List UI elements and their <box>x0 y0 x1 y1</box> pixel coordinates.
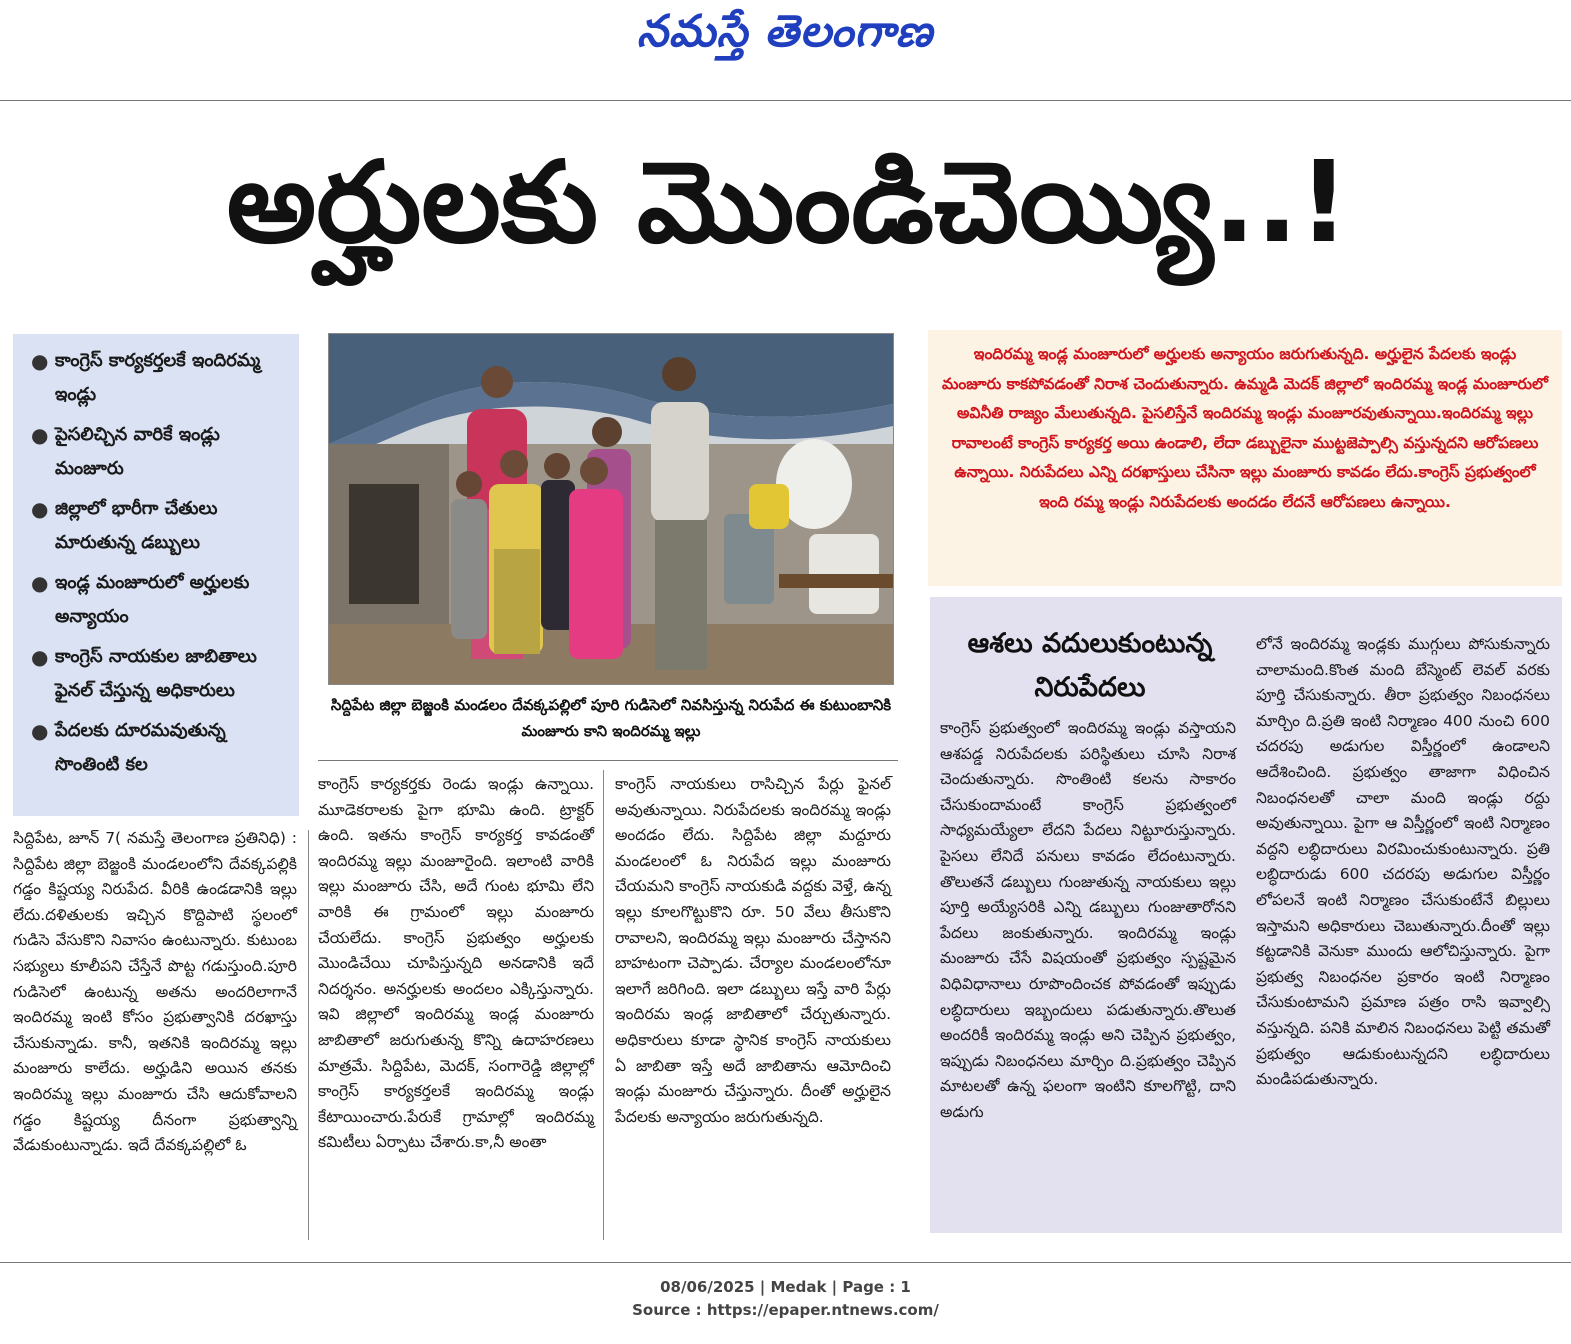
highlight-text: ఇండ్ల మంజూరులో అర్హులకు అన్యాయం <box>55 572 250 627</box>
highlight-text: పైసలిచ్చిన వారికే ఇండ్లు మంజూరు <box>55 424 220 479</box>
caption-divider <box>318 760 898 761</box>
sidebar-title: ఆశలు వదులుకుంటున్న నిరుపేదలు <box>967 628 1213 703</box>
article-column-1: సిద్దిపేట, జూన్ 7( నమస్తే తెలంగాణ ప్రతినిధి) : సిద్దిపేట జిల్లా బెజ్జంకి మండలంలోని దేవక్కపల్లికి గడ్డం కిష్టయ్య నిరుపేద. వీరికి ఉండడానికి ఇల్లు లేదు.దళితులకు ఇచ్చిన కొద్దిపాటి స్థలంలో గుడిసె వేసుకొని నివాసం ఉంటున్నారు. కుటుంబ సభ్యులు కూలీపని చేస్తేనే పొట్ట గడుస్తుంది.పూరి గుడిసెలో ఉంటున్న అతను అందరిలాగానే ఇందిరమ్మ ఇంటి కోసం ప్రభుత్వానికి దరఖాస్తు చేసుకున్నాడు. కానీ, ఇతనికి ఇందిరమ్మ ఇల్లు మంజూరు కాలేదు. అర్హుడిని అయిన తనకు ఇందిరమ్మ ఇల్లు మంజూరు చేసి ఆదుకోవాలని గడ్డం కిష్టయ్య దీనంగా ప్రభుత్వాన్ని వేడుకుంటున్నాడు. ఇదే దేవక్కపల్లిలో ఓ <box>13 829 297 1155</box>
summary-box: ఇందిరమ్మ ఇండ్ల మంజూరులో అర్హులకు అన్యాయం జరుగుతున్నది. అర్హులైన పేదలకు ఇండ్లు మంజూరు కాకపోవడంతో నిరాశ చెందుతున్నారు. ఉమ్మడి మెదక్ జిల్లాలో ఇందిరమ్మ ఇండ్ల మంజూరులో అవినీతి రాజ్యం మేలుతున్నది. పైసలిస్తేనే ఇందిరమ్మ ఇండ్లు మంజూరవుతున్నాయి.ఇందిరమ్మ ఇల్లు రావాలంటే కాంగ్రెస్ కార్యకర్త అయి ఉండాలి, లేదా డబ్బులైనా ముట్టజెప్పాల్సి వస్తున్నదని ఆరోపణలు ఉన్నాయి. నిరుపేదలు ఎన్ని దరఖాస్తులు చేసినా ఇల్లు మంజూరు కావడం లేదు.కాంగ్రెస్ ప్రభుత్వంలో ఇంది రమ్మ ఇండ్లు నిరుపేదలకు అందడం లేదనే ఆరోపణలు ఉన్నాయి. <box>928 330 1562 586</box>
highlight-text: పేదలకు దూరమవుతున్న సొంతింటి కల <box>55 720 226 775</box>
article-column-2: కాంగ్రెస్ కార్యకర్తకు రెండు ఇండ్లు ఉన్నాయి. మూడెకరాలకు పైగా భూమి ఉంది. ట్రాక్టర్ ఉంది. ఇతను కాంగ్రెస్ కార్యకర్త కావడంతో ఇందిరమ్మ ఇల్లు మంజూరైంది. ఇలాంటి వారికి ఇల్లు మంజూరు చేసి, అదే గుంట భూమి లేని వారికి ఈ గ్రామంలో ఇల్లు మంజూరు చేయలేదు. కాంగ్రెస్ ప్రభుత్వం అర్హులకు మొండిచేయి చూపిస్తున్నది అనడానికి ఇదే నిదర్శనం. అనర్హులకు అందలం ఎక్కిస్తున్నారు. ఇవి జిల్లాలో ఇందిరమ్మ ఇండ్ల మంజూరు జాబితాలో జరుగుతున్న కొన్ని ఉదాహరణలు మాత్రమే. సిద్దిపేట, మెదక్, సంగారెడ్డి జిల్లాల్లో కాంగ్రెస్ కార్యకర్తలకే ఇందిరమ్మ ఇండ్లు కేటాయించారు.పేరుకే గ్రామాల్లో ఇందిరమ్మ కమిటీలు ఏర్పాటు చేశారు.కా,నీ అంతా <box>318 775 594 1152</box>
bullet-icon: ● <box>31 349 49 373</box>
news-photo <box>328 333 894 685</box>
article-column-3: కాంగ్రెస్ నాయకులు రాసిచ్చిన పేర్లు ఫైనల్ అవుతున్నాయి. నిరుపేదలకు ఇందిరమ్మ ఇండ్లు అందడం లేదు. సిద్దిపేట జిల్లా మద్దూరు మండలంలో ఓ నిరుపేద ఇల్లు మంజూరు చేయమని కాంగ్రెస్ నాయకుడి వద్దకు వెళ్తే, ఉన్న ఇల్లు కూలగొట్టుకొని రూ. 50 వేలు తీసుకొని రావాలని, ఇందిరమ్మ ఇల్లు మంజూరు చేస్తానని బాహటంగా చెప్పాడు. చేర్యాల మండలంలోనూ ఇలాగే జరిగింది. ఇలా డబ్బులు ఇస్తే వారి పేర్లు ఇందిరమ ఇండ్ల జాబితాలో చేర్చుతున్నారు. అధికారులు కూడా స్థానిక కాంగ్రెస్ నాయకులు ఏ జాబితా ఇస్తే అదే జాబితాను ఆమోదించి ఇండ్లు మంజూరు చేస్తున్నారు. దీంతో అర్హులైన పేదలకు అన్యాయం జరుగుతున్నది. <box>615 775 891 1126</box>
headline: అర్హులకు మొండిచెయ్యి..! <box>226 138 1350 268</box>
column-divider <box>603 770 604 1240</box>
highlight-item <box>31 640 289 708</box>
highlight-text: కాంగ్రెస్ కార్యకర్తలకే ఇందిరమ్మ ఇండ్లు <box>55 350 261 405</box>
column-divider <box>308 830 309 1240</box>
highlight-item <box>31 344 289 412</box>
sidebar-column-1: కాంగ్రెస్ ప్రభుత్వంలో ఇందిరమ్మ ఇండ్లు వస్తాయని ఆశపడ్డ నిరుపేదలకు పరిస్థితులు చూసి నిరాశ చెందుతున్నారు. సొంతింటి కలను సాకారం చేసుకుందామంటే కాంగ్రెస్ ప్రభుత్వంలో సాధ్యమయ్యేలా లేదని పేదలు నిట్టూరుస్తున్నారు. పైసలు లేనిదే పనులు కావడం లేదంటున్నారు. తొలుతనే డబ్బులు గుంజుతున్న నాయకులు ఇల్లు పూర్తి అయ్యేసరికి ఎన్ని డబ్బులు గుంజుతారోనని పేదలు జంకుతున్నారు. ఇందిరమ్మ ఇండ్లు మంజూరు చేసే విషయంతో ప్రభుత్వం స్పష్టమైన విధివిధానాలు రూపొందించక పోవడంతో ఇప్పుడు లబ్ధిదారులు ఇబ్బందులు పడుతున్నారు.తొలుత అందరికీ ఇందిరమ్మ ఇండ్లు అని చెప్పిన ప్రభుత్వం, ఇప్పుడు నిబంధనలు మార్చిం ది.ప్రభుత్వం చెప్పిన మాటలతో ఉన్న ఫలంగా ఇంటిని కూలగొట్టి, దాని అడుగు <box>940 719 1236 1121</box>
highlight-item <box>31 492 289 560</box>
highlight-item <box>31 566 289 634</box>
masthead-divider <box>0 100 1571 101</box>
footer <box>0 1276 1571 1336</box>
footer-divider <box>0 1262 1571 1263</box>
bullet-icon: ● <box>31 423 49 447</box>
highlight-item <box>31 714 289 782</box>
sidebar-column-2: లోనే ఇందిరమ్మ ఇండ్లకు ముగ్గులు పోసుకున్నారు చాలామంది.కొంత మంది బేస్మెంట్ లెవల్ వరకు పూర్తి చేసుకున్నారు. తీరా ప్రభుత్వం నిబంధనలు మార్చిం ది.ప్రతి ఇంటి నిర్మాణం 400 నుంచి 600 చదరపు అడుగుల విస్తీర్ణంలో ఉండాలని ఆదేశించింది. ప్రభుత్వం తాజాగా విధించిన నిబంధనలతో చాలా మంది ఇండ్లు రద్దు అవుతున్నాయి. పైగా ఆ విస్తీర్ణంలో ఇంటి నిర్మాణం వద్దని లబ్ధిదారులు విరమించుకుంటున్నారు. ప్రతి లబ్ధిదారుడు 600 చదరపు అడుగుల విస్తీర్ణం లోపలనే ఇంటి నిర్మాణం చేసుకుంటేనే బిల్లులు ఇస్తామని అధికారులు చెబుతున్నారు.దీంతో ఇల్లు కట్టడానికి వెనుకా ముందు ఆలోచిస్తున్నారు. పైగా ప్రభుత్వ నిబంధనల ప్రకారం ఇంటి నిర్మాణం చేసుకుంటామని ప్రమాణ పత్రం రాసి ఇవ్వాల్సి వస్తున్నది. పనికి మాలిన నిబంధనలు పెట్టి తమతో ప్రభుత్వం ఆడుకుంటున్నదని లబ్ధిదారులు మండిపడుతున్నారు. <box>1256 635 1550 1089</box>
highlight-item <box>31 418 289 486</box>
bullet-icon: ● <box>31 645 49 669</box>
photo-caption: సిద్దిపేట జిల్లా బెజ్జంకి మండలం దేవక్కపల్లిలో పూరి గుడిసెలో నివసిస్తున్న నిరుపేద ఈ కుటుంబానికి మంజూరు కాని ఇందిరమ్మ ఇల్లు <box>330 696 892 740</box>
bullet-icon: ● <box>31 571 49 595</box>
footer-source-link[interactable]: Source : https://epaper.ntnews.com/ <box>632 1301 939 1319</box>
highlight-text: జిల్లాలో భారీగా చేతులు మారుతున్న డబ్బులు <box>55 498 218 553</box>
highlights-box <box>13 334 299 816</box>
footer-edition-info: 08/06/2025 | Medak | Page : 1 <box>660 1278 911 1296</box>
masthead-logo: నమస్తే తెలంగాణ <box>636 6 934 57</box>
bullet-icon: ● <box>31 719 49 743</box>
highlight-text: కాంగ్రెస్ నాయకుల జాబితాలు ఫైనల్ చేస్తున్న అధికారులు <box>55 646 257 701</box>
bullet-icon: ● <box>31 497 49 521</box>
